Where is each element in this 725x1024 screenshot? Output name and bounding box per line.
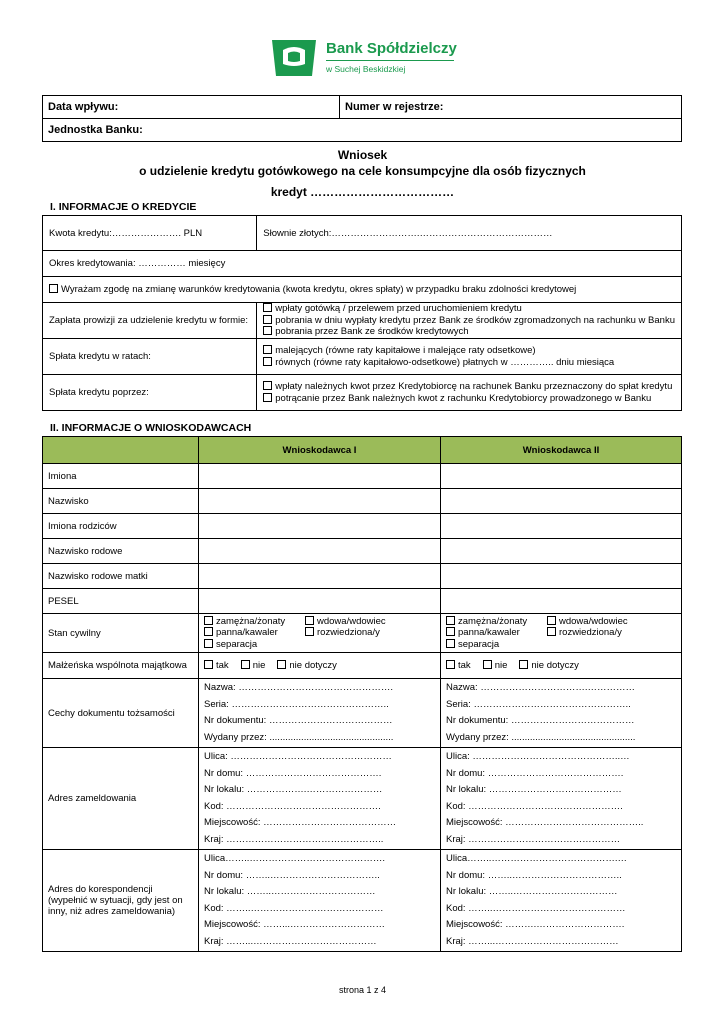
civil-status-option: wdowa/wdowiec: [317, 615, 386, 627]
section-applicants-heading: II. INFORMACJE O WNIOSKODAWCACH: [50, 422, 252, 434]
section-credit-heading: I. INFORMACJE O KREDYCIE: [50, 201, 197, 213]
civil-status-checkbox[interactable]: [446, 616, 455, 625]
address-field[interactable]: Nr lokalu: ……………………………………: [446, 784, 622, 795]
id-field[interactable]: Seria: …………………………………………..: [446, 698, 631, 710]
civil-status-options-2: [441, 614, 682, 653]
parents-names-input-1[interactable]: [199, 514, 441, 539]
consent-text: Wyrażam zgodę na zmianę warunków kredytowania (kwota kredytu, okres spłaty) w przypadku braku zdolności kredytowej: [61, 284, 577, 295]
id-field[interactable]: Nr dokumentu: …………………………………: [446, 715, 635, 726]
credit-period-field[interactable]: Okres kredytowania: …………… miesięcy: [43, 251, 682, 277]
id-document-fields-2: [441, 679, 682, 748]
applicants-table: [42, 436, 682, 952]
correspondence-field[interactable]: Kraj: ……...…………………………………: [204, 935, 377, 947]
civil-status-checkbox[interactable]: [204, 639, 213, 648]
civil-status-checkbox[interactable]: [305, 627, 314, 636]
row-label: Nazwisko: [43, 489, 199, 514]
address-field[interactable]: Nr domu: …………………………………….: [446, 767, 624, 779]
family-name-input-2[interactable]: [441, 539, 682, 564]
correspondence-field[interactable]: Nr lokalu: ……..……………………………: [204, 886, 376, 897]
repayment-option-label: potrącanie przez Bank należnych kwot z rachunku Kredytobiorcy prowadzonego w Banku: [275, 392, 652, 404]
applicants-header-blank: [43, 437, 199, 464]
correspondence-field[interactable]: Nr lokalu: ……..……………………………: [446, 886, 618, 897]
property-option: nie dotyczy: [531, 659, 579, 671]
installments-option-checkbox[interactable]: [263, 357, 272, 366]
civil-status-label: Stan cywilny: [43, 614, 199, 653]
repayment-option-label: wpłaty należnych kwot przez Kredytobiorcę na rachunek Banku przeznaczony do spłat kredytu: [275, 381, 673, 392]
address-field[interactable]: Miejscowość: ……………………………………: [204, 817, 397, 828]
id-field[interactable]: Wydany przez: ...............................................: [446, 731, 636, 743]
address-field[interactable]: Kraj: …………………………………………..: [204, 833, 384, 845]
civil-status-option: rozwiedziona/y: [317, 627, 380, 639]
correspondence-field[interactable]: Nr domu: ……..……………………………..: [204, 869, 380, 881]
repayment-label: Spłata kredytu poprzez:: [43, 375, 257, 411]
consent-row: [43, 277, 682, 303]
first-names-input-1[interactable]: [199, 464, 441, 489]
pesel-input-1[interactable]: [199, 589, 441, 614]
id-field[interactable]: Nr dokumentu: …………………………………: [204, 715, 393, 726]
registration-table: [42, 95, 682, 142]
address-field[interactable]: Kod: ………………………………………….: [204, 800, 381, 812]
mother-family-name-input-1[interactable]: [199, 564, 441, 589]
repayment-option-checkbox[interactable]: [263, 393, 272, 402]
bank-name: Bank Spółdzielczy: [326, 40, 457, 57]
first-names-input-2[interactable]: [441, 464, 682, 489]
civil-status-checkbox[interactable]: [204, 616, 213, 625]
property-label: Małżeńska wspólnota majątkowa: [43, 653, 199, 679]
address-field[interactable]: Kraj: …………………………………………: [446, 833, 621, 845]
bank-logo-icon: [268, 38, 320, 78]
property-option: nie dotyczy: [289, 659, 337, 671]
civil-status-checkbox[interactable]: [446, 639, 455, 648]
civil-status-option: wdowa/wdowiec: [559, 615, 628, 627]
property-checkbox[interactable]: [204, 660, 213, 669]
property-checkbox[interactable]: [519, 660, 528, 669]
id-document-label: Cechy dokumentu tożsamości: [43, 679, 199, 748]
property-option: tak: [216, 659, 229, 671]
correspondence-field[interactable]: Miejscowość: ……….……………………….: [446, 919, 625, 930]
installments-option-checkbox[interactable]: [263, 345, 272, 354]
civil-status-option: panna/kawaler: [458, 627, 520, 639]
property-option: nie: [494, 659, 508, 671]
id-field[interactable]: Nazwa: ………………………………………….: [204, 682, 393, 693]
credit-amount-field[interactable]: Kwota kredytu:…………………. PLN: [43, 216, 257, 251]
registered-address-fields-2: [441, 748, 682, 850]
bank-unit-field[interactable]: Jednostka Banku:: [43, 119, 682, 142]
credit-info-table: [42, 215, 682, 411]
logo-rule: [326, 60, 454, 61]
repayment-options: [257, 375, 682, 411]
civil-status-option: panna/kawaler: [216, 627, 278, 639]
installments-options: [257, 339, 682, 375]
installments-option-label: równych (równe raty kapitałowo-odsetkowe) płatnych w ………….. dniu miesiąca: [275, 356, 615, 368]
consent-checkbox[interactable]: [49, 284, 58, 293]
civil-status-option: separacja: [458, 638, 500, 650]
correspondence-field[interactable]: Kod: ……..……………………………………: [446, 902, 626, 914]
applicant-2-header: Wnioskodawca II: [441, 437, 682, 464]
correspondence-address-label: Adres do korespondencji (wypełnić w sytuacji, gdy jest on inny, niż adres zameldowania): [43, 850, 199, 952]
surname-input-1[interactable]: [199, 489, 441, 514]
correspondence-field[interactable]: Miejscowość: ……...…………………………: [204, 919, 386, 930]
address-field[interactable]: Ulica: ……………………………………………: [204, 751, 392, 762]
address-field[interactable]: Kod: ………………………………………….: [446, 800, 623, 812]
row-label: Imiona rodziców: [43, 514, 199, 539]
correspondence-field[interactable]: Kraj: ……...…………………………………: [446, 935, 619, 947]
civil-status-option: zamężna/żonaty: [216, 615, 286, 627]
address-field[interactable]: Ulica: ………………………………………..…: [446, 751, 630, 762]
property-option: tak: [458, 659, 471, 671]
bank-logo: [268, 38, 458, 80]
commission-option-label: wpłaty gotówką / przelewem przed uruchomieniem kredytu: [275, 303, 522, 315]
address-field[interactable]: Nr domu: …………………………………….: [204, 767, 382, 779]
row-label: Nazwisko rodowe: [43, 539, 199, 564]
installments-label: Spłata kredytu w ratach:: [43, 339, 257, 375]
property-checkbox[interactable]: [241, 660, 250, 669]
civil-status-checkbox[interactable]: [547, 616, 556, 625]
property-checkbox[interactable]: [277, 660, 286, 669]
installments-option-label: malejących (równe raty kapitałowe i malejące raty odsetkowe): [275, 345, 536, 356]
amount-in-words-field[interactable]: Słownie złotych:……………………….……………………………………: [257, 216, 682, 251]
correspondence-field[interactable]: Ulica……..………………………………….…: [446, 853, 628, 864]
surname-input-2[interactable]: [441, 489, 682, 514]
row-label: Imiona: [43, 464, 199, 489]
correspondence-field[interactable]: Ulica……..…………………………………….: [204, 853, 386, 864]
civil-status-checkbox[interactable]: [547, 627, 556, 636]
correspondence-address-fields-2: [441, 850, 682, 952]
civil-status-option: separacja: [216, 638, 258, 650]
civil-status-checkbox[interactable]: [204, 627, 213, 636]
civil-status-checkbox[interactable]: [446, 627, 455, 636]
row-label: PESEL: [43, 589, 199, 614]
page-number: strona 1 z 4: [338, 985, 387, 995]
address-field[interactable]: Miejscowość: ……………………………………..: [446, 817, 644, 828]
mother-family-name-input-2[interactable]: [441, 564, 682, 589]
form-title: Wniosek: [337, 148, 388, 162]
civil-status-option: zamężna/żonaty: [458, 615, 528, 627]
applicant-1-header: Wnioskodawca I: [199, 437, 441, 464]
commission-option-checkbox[interactable]: [263, 326, 272, 335]
id-field[interactable]: Wydany przez: ...............................................: [204, 731, 394, 743]
date-received-field[interactable]: Data wpływu:: [43, 96, 340, 119]
registered-address-label: Adres zameldowania: [43, 748, 199, 850]
commission-option-label: pobrania w dniu wypłaty kredytu przez Bank ze środków zgromadzonych na rachunku w Banku: [275, 314, 675, 326]
parents-names-input-2[interactable]: [441, 514, 682, 539]
property-checkbox[interactable]: [446, 660, 455, 669]
credit-type-line: kredyt ………………………………: [270, 185, 455, 199]
id-field[interactable]: Seria: …………………………………………..: [204, 698, 389, 710]
property-options-2: [441, 653, 682, 679]
bank-location: w Suchej Beskidzkiej: [326, 64, 406, 74]
property-checkbox[interactable]: [483, 660, 492, 669]
register-number-field[interactable]: Numer w rejestrze:: [340, 96, 682, 119]
correspondence-address-fields-1: [199, 850, 441, 952]
property-options-1: [199, 653, 441, 679]
pesel-input-2[interactable]: [441, 589, 682, 614]
commission-option-checkbox[interactable]: [263, 315, 272, 324]
form-subtitle: o udzielenie kredytu gotówkowego na cele konsumpcyjne dla osób fizycznych: [139, 164, 586, 178]
commission-option-checkbox[interactable]: [263, 303, 272, 312]
address-field[interactable]: Nr lokalu: ……………….……………………: [204, 784, 383, 795]
civil-status-option: rozwiedziona/y: [559, 627, 622, 639]
civil-status-options-1: [199, 614, 441, 653]
correspondence-field[interactable]: Kod: ……..……………………………………: [204, 902, 384, 914]
commission-label: Zapłata prowizji za udzielenie kredytu w formie:: [43, 303, 257, 339]
commission-options: [257, 303, 682, 339]
id-field[interactable]: Nazwa: …………………………….……………: [446, 682, 635, 693]
property-option: nie: [252, 659, 266, 671]
civil-status-checkbox[interactable]: [305, 616, 314, 625]
family-name-input-1[interactable]: [199, 539, 441, 564]
correspondence-field[interactable]: Nr domu: ……..……………………………..: [446, 869, 622, 881]
registered-address-fields-1: [199, 748, 441, 850]
commission-option-label: pobrania przez Bank ze środków kredytowych: [275, 326, 469, 338]
row-label: Nazwisko rodowe matki: [43, 564, 199, 589]
repayment-option-checkbox[interactable]: [263, 381, 272, 390]
id-document-fields-1: [199, 679, 441, 748]
